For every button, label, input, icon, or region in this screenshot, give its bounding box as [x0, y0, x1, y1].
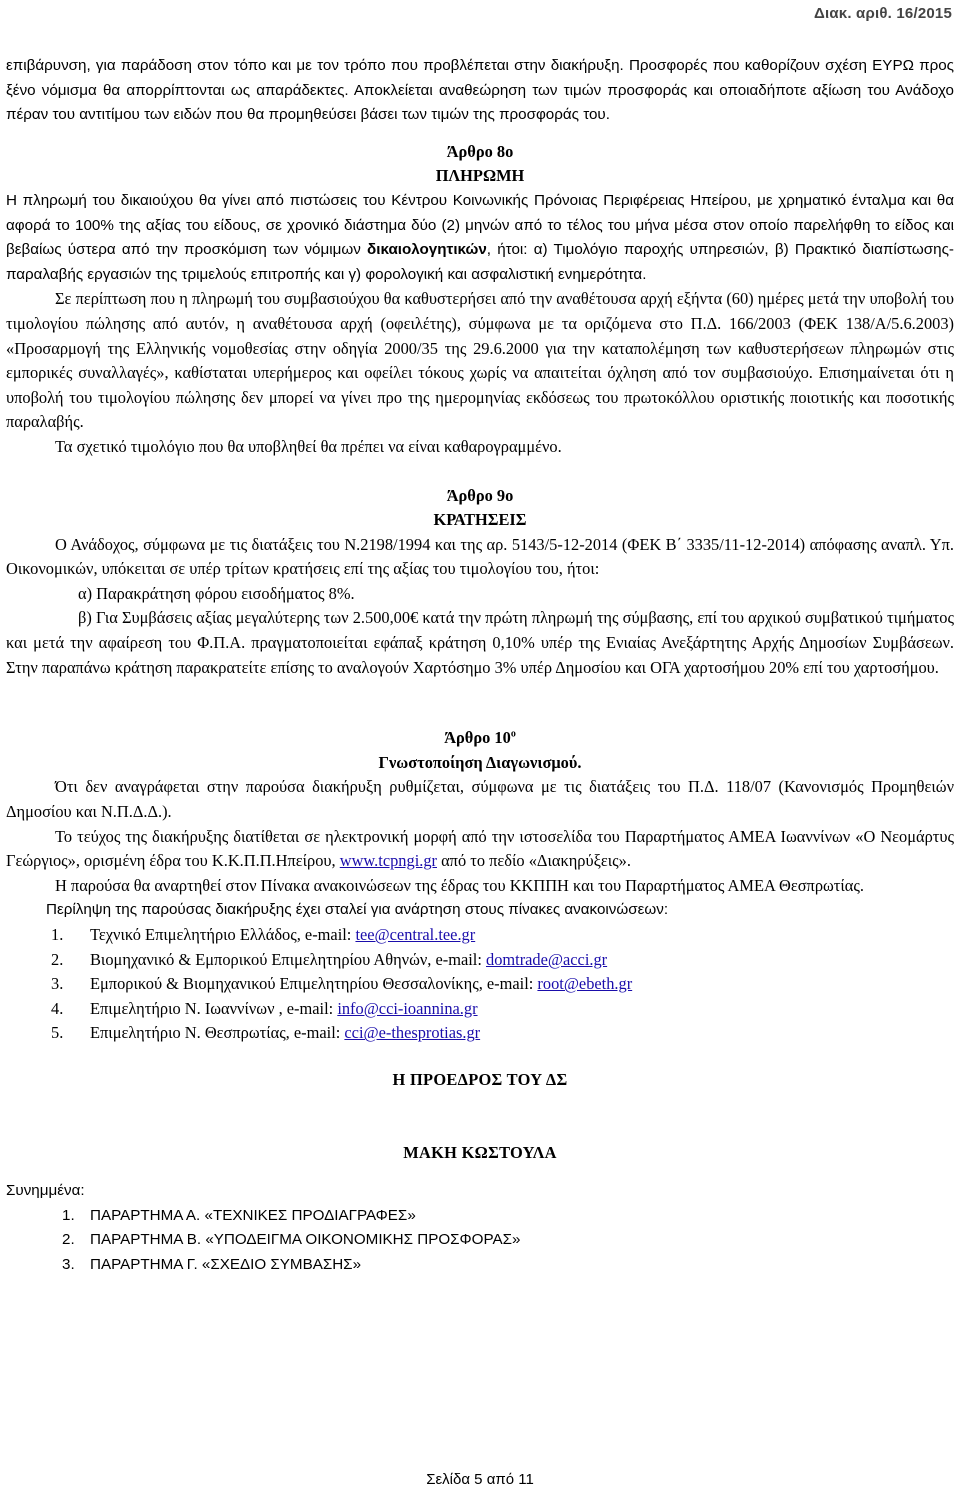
article-10-paragraph-4: Περίληψη της παρούσας διακήρυξης έχει σταλεί για ανάρτηση στους πίνακες ανακοινώσεων:: [46, 901, 669, 919]
article-9-heading: ΚΡΑΤΗΣΕΙΣ: [433, 510, 527, 530]
list-item-number: 3.: [51, 974, 64, 994]
article-9-item-b: β) Για Συμβάσεις αξίας μεγαλύτερης των 2.500,00€ κατά την πρώτη πληρωμή της σύμβασης, επί του αρχικού συμβατικού τιμήματος και μετά την αφαίρεση του Φ.Π.Α. πραγματοποιείται εφάπαξ κράτηση 0,10% υπέρ της Ενιαίας Ανεξάρτητης Αρχής Δημοσίων Συμβάσεων. Στην παραπάνω κράτηση παρακρατείτε επίσης το αναλογούν Χαρτόσημο 3% υπέρ Δημοσίου και ΟΓΑ χαρτοσήμου 20% επί του χαρτοσήμου.: [6, 608, 954, 677]
list-item: [6, 1021, 954, 1046]
list-item-text: Βιομηχανικό & Εμπορικού Επιμελητηρίου Αθηνών, e-mail:: [90, 949, 486, 969]
list-item: [6, 972, 954, 997]
list-item-number: 2.: [51, 949, 64, 969]
signatory-name: ΜΑΚΗ ΚΩΣΤΟΥΛΑ: [403, 1142, 557, 1162]
article-8-p1-text-c: , ήτοι: α) Τιμολόγιο παροχής υπηρεσιών, β) Πρακτικό διαπίστωσης- παραλαβής εργασιών της τριμελούς επιτροπής και γ) φορολογική και ασφαλιστική ενημερότητα.: [6, 241, 954, 283]
attachment-text: ΠΑΡΑΡΤΗΜΑ Β. «ΥΠΟΔΕΙΓΜΑ ΟΙΚΟΝΟΜΙΚΗΣ ΠΡΟΣΦΟΡΑΣ»: [90, 1231, 521, 1249]
attachment-item: [6, 1228, 954, 1253]
email-link[interactable]: domtrade@acci.gr: [486, 949, 608, 969]
attachment-item: [6, 1253, 954, 1278]
article-8-paragraph-3: Τα σχετικό τιμολόγιο που θα υποβληθεί θα πρέπει να είναι καθαρογραμμένο.: [55, 436, 562, 456]
article-8-paragraph-1: [6, 189, 954, 287]
article-10-title: [6, 726, 954, 751]
recipients-list: [6, 923, 954, 1046]
attachment-number: 2.: [62, 1231, 75, 1249]
article-8-p1-text-a: Η πληρωμή του δικαιούχου θα γίνει από πιστώσεις του Κέντρου Κοινωνικής Πρόνοιας Περιφέρειας Ηπείρου, με χρηματικό ένταλμα και θα αφορά το 100% της αξίας του είδους, σε χρονικό διάστημα δύο (2) μηνών από το τέλος του μήνα μέσα στον οποίο παρελήφθη το είδος και βεβαίως ύστερα από την προσκόμιση των νόμιμων: [6, 191, 954, 259]
document-reference: Διακ. αριθ. 16/2015: [813, 5, 952, 22]
email-link[interactable]: tee@central.tee.gr: [355, 925, 476, 944]
article-8-heading: ΠΛΗΡΩΜΗ: [435, 166, 525, 186]
list-item: [6, 997, 954, 1022]
attachment-text: ΠΑΡΑΡΤΗΜΑ Α. «ΤΕΧΝΙΚΕΣ ΠΡΟΔΙΑΓΡΑΦΕΣ»: [90, 1206, 416, 1224]
article-10-p2-text-a: Το τεύχος της διακήρυξης διατίθεται σε ηλεκτρονική μορφή από την ιστοσελίδα του Παραρτήματος ΑΜΕΑ Ιωαννίνων «Ο Νεομάρτυς Γεώργιος», ορισμένη έδρα του Κ.Κ.Π.Π.Ηπείρου,: [6, 826, 954, 871]
article-8-title: Άρθρο 8ο: [446, 141, 514, 161]
article-10-heading: Γνωστοποίηση Διαγωνισμού.: [378, 752, 582, 772]
list-item-text: Εμπορικού & Βιομηχανικού Επιμελητηρίου Θεσσαλονίκης, e-mail:: [90, 974, 538, 994]
article-10-p2-text-b: από το πεδίο «Διακηρύξεις».: [437, 851, 631, 871]
list-item-text: Επιμελητήριο Ν. Θεσπρωτίας, e-mail:: [90, 1023, 345, 1043]
article-8-p1-text-bold: δικαιολογητικών: [367, 241, 487, 259]
attachment-number: 3.: [62, 1255, 75, 1273]
article-10-paragraph-1: Ότι δεν αναγράφεται στην παρούσα διακήρυξη ρυθμίζεται, σύμφωνα με τις διατάξεις του Π.Δ. 118/07 (Κανονισμός Προμηθειών Δημοσίου και Ν.Π.Δ.Δ.).: [6, 777, 954, 822]
document-body: [6, 54, 954, 1278]
article-9-paragraph-1: Ο Ανάδοχος, σύμφωνα με τις διατάξεις του Ν.2198/1994 και της αρ. 5143/5-12-2014 (ΦΕΚ Β΄ 3335/11-12-2014) απόφασης αναπλ. Υπ. Οικονομικών, υπόκειται σε υπέρ τρίτων κρατήσεις επί της αξίας του τιμολογίου του, ήτοι:: [6, 534, 954, 579]
list-item-number: 1.: [51, 925, 64, 944]
website-link[interactable]: www.tcpngi.gr: [339, 851, 437, 871]
article-10-paragraph-2: [6, 825, 954, 874]
email-link[interactable]: root@ebeth.gr: [537, 974, 633, 994]
list-item-text: Επιμελητήριο Ν. Ιωαννίνων , e-mail:: [90, 998, 338, 1018]
email-link[interactable]: info@cci-ioannina.gr: [337, 998, 478, 1018]
attachment-text: ΠΑΡΑΡΤΗΜΑ Γ. «ΣΧΕΔΙΟ ΣΥΜΒΑΣΗΣ»: [90, 1255, 362, 1273]
page-number: Σελίδα 5 από 11: [426, 1471, 534, 1488]
attachment-number: 1.: [62, 1206, 75, 1224]
article-10-title-text: Άρθρο 10: [444, 728, 511, 748]
article-8-paragraph-2: Σε περίπτωση που η πληρωμή του συμβασιούχου θα καθυστερήσει από την αναθέτουσα αρχή εξήντα (60) ημέρες μετά την υποβολή του τιμολογίου πώλησης από αυτόν, η αναθέτουσα αρχή (οφειλέτης), σύμφωνα με τα οριζόμενα στο Π.Δ. 166/2003 (ΦΕΚ 138/Α/5.6.2003) «Προσαρμογή της Ελληνικής νομοθεσίας στην οδηγία 2000/35 της 29.6.2000 για την καταπολέμηση των καθυστερήσεων πληρωμών στις εμπορικές συναλλαγές», καθίσταται υπερήμερος και οφείλει τόκους χωρίς να απαιτείται όχληση από τον συμβασιούχο. Επισημαίνεται ότι η υποβολή του τιμολογίου πώλησης δεν μπορεί να γίνει προ της ημερομηνίας εκδόσεως του πρωτοκόλλου οριστικής ποιοτικής και ποσοτικής παραλαβής.: [6, 289, 954, 432]
list-item-text: Τεχνικό Επιμελητήριο Ελλάδος, e-mail:: [90, 925, 356, 944]
list-item-number: 5.: [51, 1023, 64, 1043]
attachment-item: [6, 1204, 954, 1229]
email-link[interactable]: cci@e-thesprotias.gr: [344, 1023, 481, 1043]
article-9-title: Άρθρο 9ο: [446, 485, 514, 505]
list-item: [6, 923, 954, 948]
article-9-item-a: α) Παρακράτηση φόρου εισοδήματος 8%.: [78, 583, 355, 603]
article-10-paragraph-3: Η παρούσα θα αναρτηθεί στον Πίνακα ανακοινώσεων της έδρας του ΚΚΠΠΗ και του Παραρτήματος ΑΜΕΑ Θεσπρωτίας.: [55, 875, 864, 895]
list-item: [6, 948, 954, 973]
intro-paragraph: επιβάρυνση, για παράδοση στον τόπο και με τον τρόπο που προβλέπεται στην διακήρυξη. Προσφορές που καθορίζουν σχέση ΕΥΡΩ προς ξένο νόμισμα θα απορρίπτονται ως απαράδεκτες. Αποκλείεται αναθεώρηση των τιμών προσφοράς και οποιαδήποτε αξίωση του Ανάδοχο πέραν του αντιτίμου των ειδών που θα προμηθεύσει βάσει των τιμών της προσφοράς του.: [6, 57, 954, 124]
article-10-title-sup: ο: [510, 728, 516, 740]
list-item-number: 4.: [51, 998, 64, 1018]
attachments-list: [6, 1204, 954, 1278]
signatory-role: Η ΠΡΟΕΔΡΟΣ ΤΟΥ ΔΣ: [392, 1069, 568, 1089]
attachments-label: Συνημμένα:: [6, 1182, 85, 1200]
